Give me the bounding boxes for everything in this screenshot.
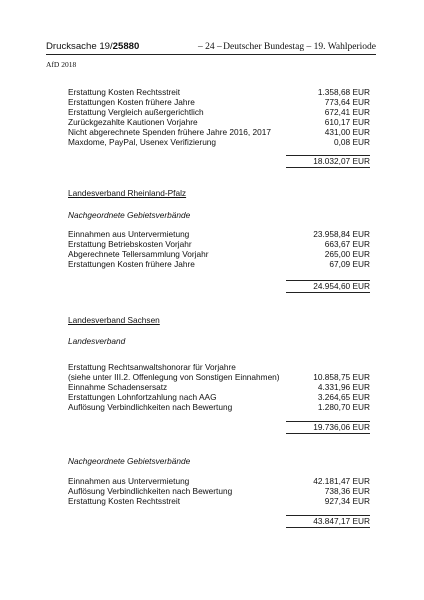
- income-label: Erstattungen Kosten frühere Jahre: [68, 97, 195, 107]
- income-row: [68, 229, 370, 239]
- section-subtitle: Nachgeordnete Gebietsverbände: [68, 210, 191, 220]
- income-amount: 265,00 EUR: [324, 249, 370, 259]
- page-number: – 24 –: [198, 42, 222, 52]
- income-amount: 738,36 EUR: [324, 486, 370, 496]
- income-amount: 773,64 EUR: [324, 97, 370, 107]
- income-label: Maxdome, PayPal, Usenex Verifizierung: [68, 137, 217, 147]
- income-label: Erstattung Betriebskosten Vorjahr: [68, 239, 192, 249]
- income-label: Abgerechnete Tellersammlung Vorjahr: [68, 249, 209, 259]
- income-amount: 431,00 EUR: [324, 127, 370, 137]
- income-label: Erstattungen Kosten frühere Jahre: [68, 259, 195, 269]
- income-amount: 1.280,70 EUR: [317, 402, 370, 412]
- income-amount: 663,67 EUR: [324, 239, 370, 249]
- income-label: Einnahmen aus Untervermietung: [68, 229, 190, 239]
- income-row: [68, 259, 370, 269]
- income-label: Einnahme Schadensersatz: [68, 382, 168, 392]
- income-row: [68, 137, 370, 147]
- page-header: [46, 40, 376, 55]
- report-code: AfD 2018: [46, 60, 77, 69]
- income-row: [68, 392, 370, 402]
- income-label: Erstattung Kosten Rechtsstreit: [68, 87, 181, 97]
- income-amount: 4.331,96 EUR: [317, 382, 370, 392]
- income-label: Erstattung Vergleich außergerichtlich: [68, 107, 204, 117]
- income-row: [68, 402, 370, 412]
- income-amount: 0,08 EUR: [334, 137, 370, 147]
- document-number-prefix: Drucksache 19/: [46, 41, 113, 52]
- income-amount: 672,41 EUR: [324, 107, 370, 117]
- income-amount: 42.181,47 EUR: [313, 476, 370, 486]
- income-row: [68, 107, 370, 117]
- income-row: [68, 382, 370, 392]
- document-number: [46, 41, 139, 52]
- income-row: [68, 127, 370, 137]
- income-amount: 927,34 EUR: [324, 496, 370, 506]
- section-total: 24.954,60 EUR: [286, 280, 370, 293]
- income-row: [68, 496, 370, 506]
- income-label: Erstattungen Lohnfortzahlung nach AAG: [68, 392, 217, 402]
- income-row: [68, 372, 370, 382]
- income-label: Erstattung Kosten Rechtsstreit: [68, 496, 181, 506]
- income-label: (siehe unter III.2. Offenlegung von Sonstigen Einnahmen): [68, 372, 280, 382]
- income-row: [68, 362, 370, 372]
- income-amount: 1.358,68 EUR: [317, 87, 370, 97]
- section-title: Landesverband Sachsen: [68, 315, 160, 325]
- income-label: Nicht abgerechnete Spenden frühere Jahre 2016, 2017: [68, 127, 271, 137]
- section-title: Landesverband Rheinland-Pfalz: [68, 188, 187, 198]
- income-amount: 610,17 EUR: [324, 117, 370, 127]
- section-total: 18.032,07 EUR: [286, 155, 370, 168]
- income-row: [68, 87, 370, 97]
- section-subtitle: Nachgeordnete Gebietsverbände: [68, 456, 191, 466]
- income-amount: 10.858,75 EUR: [313, 372, 370, 382]
- income-row: [68, 117, 370, 127]
- document-number-value: 25880: [112, 41, 140, 52]
- income-amount: 23.958,84 EUR: [313, 229, 370, 239]
- section-subtitle: Landesverband: [68, 336, 126, 346]
- section-total: 43.847,17 EUR: [286, 515, 370, 528]
- income-row: [68, 249, 370, 259]
- income-label: Einnahmen aus Untervermietung: [68, 476, 190, 486]
- income-row: [68, 486, 370, 496]
- section-total: 19.736,06 EUR: [286, 421, 370, 434]
- income-label: Erstattung Rechtsanwaltshonorar für Vorjahre: [68, 362, 236, 372]
- income-row: [68, 97, 370, 107]
- income-label: Zurückgezahlte Kautionen Vorjahre: [68, 117, 198, 127]
- income-row: [68, 476, 370, 486]
- income-amount: 67,09 EUR: [329, 259, 370, 269]
- income-row: [68, 239, 370, 249]
- legislative-period: Deutscher Bundestag – 19. Wahlperiode: [223, 42, 376, 52]
- income-amount: 3.264,65 EUR: [317, 392, 370, 402]
- income-label: Auflösung Verbindlichkeiten nach Bewertung: [68, 486, 233, 496]
- income-label: Auflösung Verbindlichkeiten nach Bewertung: [68, 402, 233, 412]
